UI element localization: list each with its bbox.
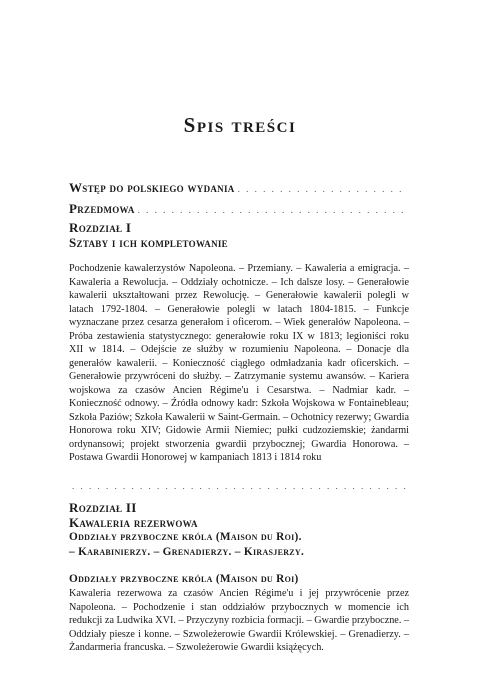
chapter-1-number: Rozdział I [69, 220, 132, 235]
chapter-2-title: Kawaleria rezerwowa [69, 515, 198, 530]
chapter-2-subtitle-line-2: – Karabinierzy. – Grenadierzy. – Kirasjerzy. [69, 546, 305, 558]
section-title: Oddziały przyboczne króla (Maison du Roi) [69, 573, 299, 585]
dot-leader [238, 180, 407, 196]
chapter-1-summary: Pochodzenie kawalerzystów Napoleona. – Przemiany. – Kawaleria a emigracja. – Kawaleria a Rewolucja. – Oddziały ochotnicze. – Ich dalsze losy. – Generałowie kawalerii ukształtowani przez Rewolucję. – Generałowie kawalerii polegli w latach 1792-1804. – Generałowie polegli w latach 1804-1815. – Funkcje wyznaczane przez cesarza generałom i oficerom. – Wiek generałów Napoleona. – Próba zestawienia statystycznego: generałowie roku IX w 1813; legioniści roku XII w 1814. – Odejście ze służby w rozumieniu Napoleona. – Donacje dla generałów kawalerii. – Konieczność ciągłego odmładzania kadr oficerskich. – Generałowie przywróceni do służby. – Zatrzymanie systemu awansów. – Kariera wojskowa za czasów Ancien Régime'u i Cesarstwa. – Nadmiar kadr. – Konieczność odnowy. – Źródła odnowy kadr: Szkoła Wojskowa w Fontainebleau; Szkoła Paziów; Szkoła Kawalerii w Saint-Germain. – Ochotnicy rezerwy; Gwardia Honorowa roku XIV; Gidowie Armii Niemiec; pułki cudzoziemskie; żandarmi ordynansowi; projekt stworzenia gwardii przybocznej; Gwardia Honorowa. – Postawa Gwardii Honorowej w kampaniach 1813 i 1814 roku [69, 263, 409, 463]
toc-entry-label: Przedmowa [69, 201, 135, 216]
chapter-2-subtitle-line-1: Oddziały przyboczne króla (Maison du Roi). [69, 531, 302, 543]
page-title: Spis treści [183, 113, 297, 137]
toc-entry-label: Wstęp do polskiego wydania [69, 180, 235, 195]
dot-leader [138, 201, 407, 217]
toc-entry-preface[interactable] [69, 201, 407, 217]
section-summary: Kawaleria rezerwowa za czasów Ancien Régime'u i jej przywrócenie przez Napoleona. – Pochodzenie i stan oddziałów przybocznych w momencie ich redukcji za Ludwika XVI. – Przyczyny rozbicia formacji. – Gwardie przyboczne. – Oddziały piesze i konne. – Szwoleżerowie Gwardii Królewskiej. – Grenadierzy. – Żandarmeria francuska. – Szwoleżerowie Gwardii książęcych. [69, 588, 410, 653]
chapter-2-number: Rozdział II [69, 500, 137, 515]
dot-leader [72, 477, 407, 493]
chapter-1-page-leader [69, 477, 407, 493]
toc-entry-introduction[interactable] [69, 180, 407, 196]
chapter-1-title: Sztaby i ich kompletowanie [69, 235, 228, 250]
